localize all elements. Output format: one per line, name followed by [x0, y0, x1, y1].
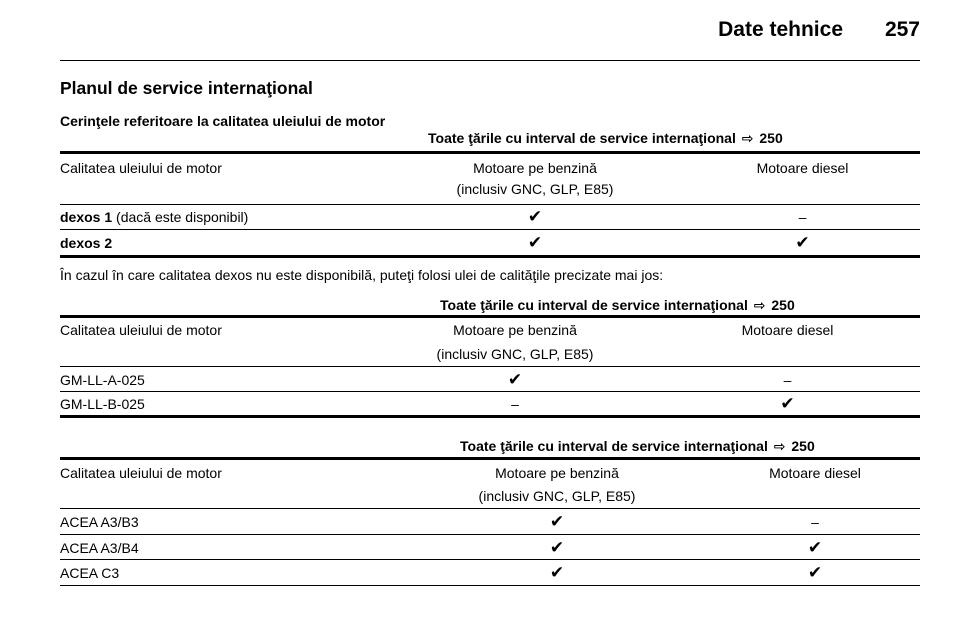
row-name-note: (dacă este disponibil): [112, 209, 249, 225]
page-header: [0, 0, 960, 62]
row-name-bold: dexos 1: [60, 209, 113, 225]
header-diesel: Motoare diesel: [756, 160, 849, 176]
check-mark-icon: ✔: [549, 512, 565, 531]
table-row: [60, 209, 248, 225]
table-caption: [60, 294, 920, 316]
row-name: ACEA A3/B3: [60, 514, 139, 530]
subsection-title: Cerinţele referitoare la calitatea uleiului de motor: [60, 113, 386, 129]
header-petrol: Motoare pe benzină: [473, 160, 597, 176]
check-mark-icon: ✔: [795, 233, 810, 252]
check-mark-icon: ✔: [527, 207, 543, 226]
row-rule: [60, 391, 920, 392]
table-top-rule: [60, 315, 920, 318]
table-caption-text: Toate ţările cu interval de service internaţional: [428, 130, 736, 146]
table-caption: [60, 127, 920, 149]
table-caption-text: Toate ţările cu interval de service internaţional: [460, 438, 768, 454]
dash-mark: –: [783, 372, 792, 388]
header-quality: Calitatea uleiului de motor: [60, 465, 222, 481]
header-petrol: Motoare pe benzină: [495, 465, 619, 481]
table-caption: [60, 435, 920, 457]
header-petrol-note: (inclusiv GNC, GLP, E85): [456, 181, 614, 197]
header-quality: Calitatea uleiului de motor: [60, 160, 222, 176]
table-bottom-rule: [60, 415, 920, 418]
dash-mark: –: [811, 514, 819, 530]
check-mark-icon: ✔: [549, 538, 565, 557]
oil-quality-table-acea: [60, 435, 920, 585]
row-name: GM-LL-A-025: [60, 372, 145, 388]
table-caption-ref[interactable]: 250: [759, 130, 783, 146]
check-mark-icon: ✔: [780, 394, 795, 413]
section-title: Planul de service internaţional: [60, 78, 313, 98]
table-bottom-rule: [60, 255, 920, 258]
reference-arrow-icon: ⇨: [753, 297, 766, 313]
table-bottom-rule: [60, 585, 920, 586]
header-title: Date tehnice: [718, 18, 843, 41]
header-petrol: Motoare pe benzină: [453, 322, 577, 338]
row-rule: [60, 534, 920, 535]
row-name: ACEA C3: [60, 565, 120, 581]
reference-arrow-icon: ⇨: [741, 130, 754, 146]
table-header-rule: [60, 366, 920, 367]
oil-quality-table-dexos: [60, 127, 920, 259]
header-quality: Calitatea uleiului de motor: [60, 322, 222, 338]
row-rule: [60, 229, 920, 230]
table-top-rule: [60, 151, 920, 154]
header-diesel: Motoare diesel: [741, 322, 834, 338]
table-header-rule: [60, 508, 920, 509]
row-name-bold: dexos 2: [60, 235, 113, 251]
row-rule: [60, 559, 920, 560]
table-header-rule: [60, 204, 920, 205]
fallback-paragraph: În cazul în care calitatea dexos nu este disponibilă, puteţi folosi ulei de calităţile precizate mai jos:: [60, 267, 664, 283]
check-mark-icon: ✔: [807, 563, 823, 582]
check-mark-icon: ✔: [507, 370, 523, 389]
reference-arrow-icon: ⇨: [773, 438, 786, 454]
table-top-rule: [60, 457, 920, 460]
oil-quality-table-gm: [60, 294, 920, 422]
row-name: GM-LL-B-025: [60, 396, 145, 412]
page-number: 257: [884, 18, 920, 41]
header-rule: [60, 60, 920, 61]
header-diesel: Motoare diesel: [769, 465, 861, 481]
table-caption-text: Toate ţările cu interval de service internaţional: [440, 297, 748, 313]
table-caption-ref[interactable]: 250: [791, 438, 815, 454]
header-petrol-note: (inclusiv GNC, GLP, E85): [436, 346, 594, 362]
header-petrol-note: (inclusiv GNC, GLP, E85): [478, 488, 636, 504]
row-name: ACEA A3/B4: [60, 540, 139, 556]
table-caption-ref[interactable]: 250: [771, 297, 795, 313]
dash-mark: –: [511, 396, 519, 412]
check-mark-icon: ✔: [807, 538, 823, 557]
check-mark-icon: ✔: [549, 563, 565, 582]
dash-mark: –: [798, 209, 807, 225]
check-mark-icon: ✔: [527, 233, 543, 252]
